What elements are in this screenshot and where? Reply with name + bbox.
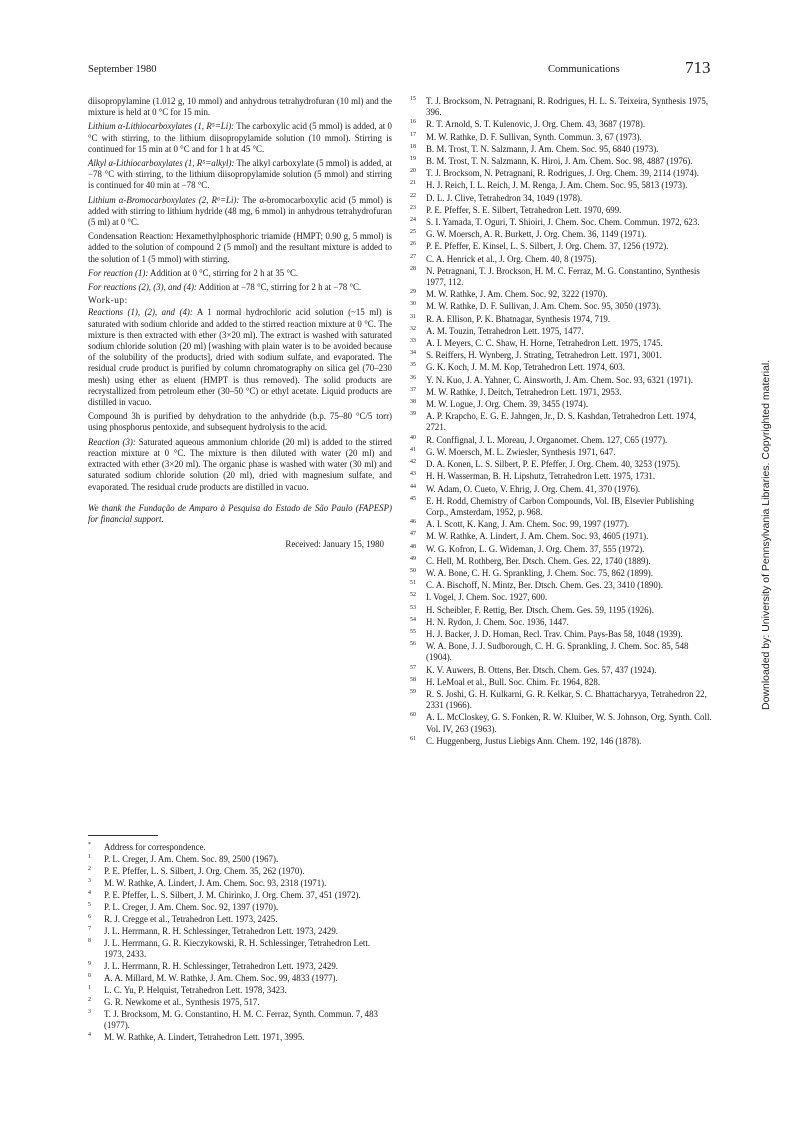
reference-list bbox=[410, 96, 712, 747]
reference-item bbox=[410, 411, 712, 433]
reference-item bbox=[88, 926, 392, 937]
reference-text: R. S. Joshi, G. H. Kulkarni, G. R. Kelkar, S. C. Bhattacharyya, Tetrahedron 22, 2331 (1966). bbox=[426, 688, 707, 711]
left-column bbox=[88, 96, 392, 550]
reference-item bbox=[410, 254, 712, 265]
paragraph-text: Compound 3h is purified by dehydration to the anhydride (b.p. 75–80 °C/5 torr) using phosphorus pentoxide, and subsequent hydrolysis to the acid. bbox=[88, 411, 392, 433]
reference-number: 36 bbox=[410, 374, 416, 381]
reference-text: M. W. Logue, J. Org. Chem. 39, 3455 (1974). bbox=[426, 399, 589, 410]
reference-text: A. M. Touzin, Tetrahedron Lett. 1975, 1477. bbox=[426, 325, 584, 336]
reference-text: K. V. Auwers, B. Ottens, Ber. Dtsch. Chem. Ges. 57, 437 (1924). bbox=[426, 664, 657, 675]
reference-item bbox=[410, 459, 712, 470]
reference-item bbox=[410, 350, 712, 361]
reference-number: 16 bbox=[410, 119, 416, 126]
paragraph bbox=[88, 437, 392, 493]
paragraph-text: The alkyl carboxylate (5 mmol) is added, at −78 °C with stirring, to the lithium diisopropylamide solution (5 mmol) and stirring is continued for 40 min at −78 °C. bbox=[88, 158, 392, 191]
footnotes-block bbox=[88, 835, 392, 1044]
reference-number: 21 bbox=[410, 180, 416, 187]
reference-text: D. A. Konen, L. S. Silbert, P. E. Pfeffer, J. Org. Chem. 40, 3253 (1975). bbox=[426, 459, 681, 470]
reference-item bbox=[410, 241, 712, 252]
reference-item bbox=[410, 519, 712, 530]
reference-item bbox=[410, 544, 712, 555]
experimental-paragraphs bbox=[88, 96, 392, 293]
reference-text: S. Reiffers, H. Wynberg, J. Strating, Tetrahedron Lett. 1971, 3001. bbox=[426, 350, 662, 361]
reference-text: R. A. Ellison, P. K. Bhatnagar, Synthesis 1974, 719. bbox=[426, 313, 611, 324]
reference-text: P. E. Pfeffer, E. Kinsel, L. S. Silbert, J. Org. Chem. 37, 1256 (1972). bbox=[426, 241, 669, 252]
reference-text: J. L. Herrmann, R. H. Schlessinger, Tetrahedron Lett. 1973, 2429. bbox=[104, 926, 338, 936]
reference-number: 54 bbox=[410, 616, 416, 623]
paragraph bbox=[88, 268, 392, 279]
reference-text: R. T. Arnold, S. T. Kulenovic, J. Org. Chem. 43, 3687 (1978). bbox=[426, 119, 646, 130]
reference-item bbox=[410, 289, 712, 300]
reference-text: C. A. Henrick et al., J. Org. Chem. 40, 8 (1975). bbox=[426, 253, 597, 264]
reference-number: 44 bbox=[410, 483, 416, 490]
reference-number: 57 bbox=[410, 664, 416, 671]
running-header-date: September 1980 bbox=[88, 64, 157, 75]
reference-text: E. H. Rodd, Chemistry of Carbon Compounds, Vol. IB, Elsevier Publishing Corp., Amsterdam, 1952, p. 968. bbox=[426, 495, 694, 517]
reference-item bbox=[410, 314, 712, 325]
reference-text: R. Conffignal, J. L. Moreau, J. Organomet. Chem. 127, C65 (1977). bbox=[426, 434, 668, 445]
reference-text: S. I. Yamada, T. Oguri, T. Shioiri, J. Chem. Soc. Chem. Commun. 1972, 623. bbox=[426, 217, 700, 228]
reference-item bbox=[410, 471, 712, 482]
reference-item bbox=[88, 890, 392, 901]
reference-item bbox=[410, 447, 712, 458]
reference-item bbox=[410, 180, 712, 191]
reference-number: 48 bbox=[410, 543, 416, 550]
reference-number: 55 bbox=[410, 628, 416, 635]
reference-number: 50 bbox=[410, 567, 416, 574]
reference-number: 22 bbox=[410, 192, 416, 199]
paragraph-text: Condensation Reaction: Hexamethylphosphoric triamide (HMPT; 0.90 g, 5 mmol) is added to the solution of compound 2 (5 mmol) and the resultant mixture is added to the solution of 1 (5 mmol) with stirring. bbox=[88, 231, 392, 264]
reference-item bbox=[88, 1009, 392, 1031]
paragraph-text: The carboxylic acid (5 mmol) is added, at 0 °C with stirring, to the lithium diisopropylamide solution (10 mmol). Stirring is continued for 15 min at 0 °C and for 1 h at 45 °C. bbox=[88, 121, 392, 154]
reference-item bbox=[410, 617, 712, 628]
reference-item bbox=[410, 387, 712, 398]
reference-number: 26 bbox=[410, 241, 416, 248]
reference-item bbox=[88, 973, 392, 984]
reference-item bbox=[410, 712, 712, 734]
reference-number: 46 bbox=[410, 519, 416, 526]
page-number: 713 bbox=[685, 58, 711, 77]
reference-item bbox=[88, 961, 392, 972]
paragraph-text: A 1 normal hydrochloric acid solution (~15 ml) is saturated with sodium chloride and added to the stirred reaction mixture at 0 °C. The mixture is then extracted with ether (3×20 ml). The extract is washed with saturated sodium chloride solution (20 ml) [washing with plain water is to be avoided because of the solubility of the products], dried with sodium sulfate, and evaporated. The residual crude product is purified by column chromatography on silica gel (70–230 mesh) using ether as eluent (HMPT is thus removed). The solid products are recrystallized from petroleum ether (30–50 °C) or ethyl acetate. Liquid products are distilled in vacuo. bbox=[88, 307, 393, 408]
reference-number: 2 bbox=[88, 866, 91, 872]
reference-item bbox=[410, 156, 712, 167]
reference-text: G. R. Newkome et al., Synthesis 1975, 517. bbox=[104, 997, 260, 1007]
paragraph-text: diisopropylamine (1.012 g, 10 mmol) and anhydrous tetrahydrofuran (10 ml) and the mixture is held at 0 °C for 15 min. bbox=[88, 96, 392, 118]
reference-text: H. H. Wasserman, B. H. Lipshutz, Tetrahedron Lett. 1975, 1731. bbox=[426, 471, 656, 482]
reference-number: 33 bbox=[410, 338, 416, 345]
reference-text: B. M. Trost, T. N. Salzmann, K. Hiroi, J. Am. Chem. Soc. 98, 4887 (1976). bbox=[426, 156, 693, 167]
reference-number: 20 bbox=[410, 168, 416, 175]
reference-item bbox=[410, 580, 712, 591]
reference-number: 52 bbox=[410, 592, 416, 599]
footnote-list bbox=[88, 842, 392, 1043]
reference-item bbox=[88, 1032, 392, 1043]
reference-number: 25 bbox=[410, 229, 416, 236]
reference-text: P. L. Creger, J. Am. Chem. Soc. 92, 1397 (1970). bbox=[104, 902, 279, 912]
paragraph-lead: Lithium α-Bromocarboxylates (2, R⁶=Li): bbox=[88, 194, 240, 205]
acknowledgement: We thank the Fundação de Amparo à Pesquisa do Estado de São Paulo (FAPESP) for financial support. bbox=[88, 502, 392, 524]
reference-number: 34 bbox=[410, 350, 416, 357]
reference-item bbox=[410, 326, 712, 337]
reference-number: 3 bbox=[88, 878, 91, 884]
reference-number: 61 bbox=[410, 735, 416, 742]
reference-number: 31 bbox=[410, 313, 416, 320]
paragraph-text: Addition at −78 °C, stirring for 2 h at −78 °C. bbox=[196, 282, 362, 293]
reference-text: A. I. Meyers, C. C. Shaw, H. Horne, Tetrahedron Lett. 1975, 1745. bbox=[426, 338, 663, 349]
workup-paragraphs bbox=[88, 307, 392, 492]
reference-text: M. W. Rathke, J. Deitch, Tetrahedron Lett. 1971, 2953. bbox=[426, 386, 622, 397]
reference-number: 7 bbox=[88, 926, 91, 932]
paragraph-lead: Reaction (3): bbox=[88, 436, 136, 447]
reference-item bbox=[410, 193, 712, 204]
reference-item bbox=[410, 375, 712, 386]
paragraph-text: Saturated aqueous ammonium chloride (20 ml) is added to the stirred reaction mixture at 0 °C. The mixture is then diluted with water (20 ml) and extracted with ether (3×20 ml). The organic phase is washed with water (30 ml) and saturated sodium chloride solution (20 ml), dried with magnesium sulfate, and evaporated. The residual crude products are distilled in vacuo. bbox=[88, 436, 392, 492]
reference-text: P. E. Pfeffer, L. S. Silbert, J. Org. Chem. 35, 262 (1970). bbox=[104, 866, 305, 876]
reference-item bbox=[410, 665, 712, 676]
reference-item bbox=[88, 854, 392, 865]
reference-item bbox=[410, 205, 712, 216]
reference-item bbox=[410, 217, 712, 228]
workup-heading: Work-up: bbox=[88, 296, 128, 307]
reference-number: 28 bbox=[410, 265, 416, 272]
reference-text: T. J. Brocksom, M. G. Constantino, H. M. C. Ferraz, Synth. Commun. 7, 483 (1977). bbox=[104, 1009, 378, 1030]
paragraph bbox=[88, 282, 392, 293]
reference-item bbox=[410, 266, 712, 288]
reference-number: 32 bbox=[410, 325, 416, 332]
paragraph-text: The α-bromocarboxylic acid (5 mmol) is added with stirring to lithium hydride (48 mg, 6 mmol) in anhydrous tetrahydrofuran (5 ml) at 0 °C. bbox=[88, 194, 392, 228]
reference-number: 60 bbox=[410, 712, 416, 719]
reference-number: 42 bbox=[410, 459, 416, 466]
reference-text: J. L. Herrmann, R. H. Schlessinger, Tetrahedron Lett. 1973, 2429. bbox=[104, 961, 338, 971]
paragraph bbox=[88, 307, 392, 408]
reference-text: A. P. Krapcho, E. G. E. Jahngen, Jr., D. S. Kashdan, Tetrahedron Lett. 1974, 2721. bbox=[426, 411, 697, 433]
reference-text: H. LeMoal et al., Bull. Soc. Chim. Fr. 1964, 828. bbox=[426, 676, 601, 687]
reference-number: 1 bbox=[88, 985, 91, 991]
reference-number: 39 bbox=[410, 411, 416, 418]
reference-text: M. W. Rathke, A. Lindert, Tetrahedron Lett. 1971, 3995. bbox=[104, 1032, 305, 1042]
reference-text: H. Scheibler, F. Rettig, Ber. Dtsch. Chem. Ges. 59, 1195 (1926). bbox=[426, 604, 654, 615]
reference-item bbox=[410, 736, 712, 747]
reference-item bbox=[410, 144, 712, 155]
reference-number: 29 bbox=[410, 289, 416, 296]
reference-text: N. Petragnani, T. J. Brockson, H. M. C. Ferraz, M. G. Constantino, Synthesis 1977, 112. bbox=[426, 265, 700, 288]
reference-text: Y. N. Kuo, J. A. Yahner, C. Ainsworth, J. Am. Chem. Soc. 93, 6321 (1971). bbox=[426, 374, 693, 385]
reference-text: H. J. Backer, J. D. Homan, Recl. Trav. Chim. Pays-Bas 58, 1048 (1939). bbox=[426, 628, 683, 639]
reference-number: 23 bbox=[410, 204, 416, 211]
reference-number: 9 bbox=[88, 961, 91, 967]
reference-number: 49 bbox=[410, 555, 416, 562]
reference-number: 35 bbox=[410, 362, 416, 369]
reference-text: P. E. Pfeffer, L. S. Silbert, J. M. Chirinko, J. Org. Chem. 37, 451 (1972). bbox=[104, 890, 361, 900]
reference-number: 15 bbox=[410, 96, 416, 102]
reference-text: G. W. Moersch, M. L. Zwiesler, Synthesis 1971, 647. bbox=[426, 446, 616, 457]
reference-number: 56 bbox=[410, 641, 416, 648]
reference-text: W. Adam, O. Cueto, V. Ehrig, J. Org. Chem. 41, 370 (1976). bbox=[426, 483, 641, 494]
reference-text: H. N. Rydon, J. Chem. Soc. 1936, 1447. bbox=[426, 616, 569, 627]
reference-number: 3 bbox=[88, 1009, 91, 1015]
reference-number: 4 bbox=[88, 1032, 91, 1038]
reference-text: R. J. Cregge et al., Tetrahedron Lett. 1973, 2425. bbox=[104, 914, 278, 924]
reference-item bbox=[410, 119, 712, 130]
reference-item bbox=[410, 132, 712, 143]
reference-item bbox=[410, 338, 712, 349]
reference-number: 30 bbox=[410, 301, 416, 308]
reference-text: M. W. Rathke, A. Lindert, J. Am. Chem. Soc. 93, 2318 (1971). bbox=[104, 878, 327, 888]
reference-item bbox=[410, 435, 712, 446]
reference-text: M. W. Rathke, D. F. Sullivan, J. Am. Chem. Soc. 95, 3050 (1973). bbox=[426, 301, 661, 312]
reference-text: C. Hell, M. Rothberg, Ber. Dtsch. Chem. Ges. 22, 1740 (1889). bbox=[426, 555, 651, 566]
reference-text: C. A. Bischoff, N. Mintz, Ber. Dtsch. Chem. Ges. 23, 3410 (1890). bbox=[426, 580, 663, 591]
reference-item bbox=[410, 362, 712, 373]
reference-item bbox=[88, 842, 392, 853]
reference-text: Address for correspondence. bbox=[104, 842, 206, 852]
reference-number: 59 bbox=[410, 688, 416, 695]
reference-number: 38 bbox=[410, 399, 416, 406]
reference-item bbox=[88, 866, 392, 877]
reference-text: L. C. Yu, P. Helquist, Tetrahedron Lett. 1978, 3423. bbox=[104, 985, 287, 995]
reference-number: 51 bbox=[410, 580, 416, 587]
reference-number: 18 bbox=[410, 143, 416, 150]
reference-item bbox=[88, 985, 392, 996]
reference-text: A. L. McCloskey, G. S. Fonken, R. W. Kluiber, W. S. Johnson, Org. Synth. Coll. Vol. IV, 263 (1963). bbox=[426, 712, 712, 734]
reference-number: 43 bbox=[410, 471, 416, 478]
paragraph bbox=[88, 231, 392, 265]
reference-number: 0 bbox=[88, 973, 91, 979]
reference-item bbox=[410, 568, 712, 579]
reference-number: 1 bbox=[88, 854, 91, 860]
reference-item bbox=[410, 301, 712, 312]
reference-number: 6 bbox=[88, 914, 91, 920]
paragraph bbox=[88, 121, 392, 155]
reference-item bbox=[410, 592, 712, 603]
reference-text: A. A. Millard, M. W. Rathke, J. Am. Chem. Soc. 99, 4833 (1977). bbox=[104, 973, 338, 983]
paragraph-lead: Lithium α-Lithiocarboxylates (1, R⁵=Li): bbox=[88, 121, 235, 132]
reference-item bbox=[410, 168, 712, 179]
reference-number: 45 bbox=[410, 495, 416, 502]
reference-number: 53 bbox=[410, 604, 416, 611]
reference-item bbox=[410, 496, 712, 518]
reference-item bbox=[410, 605, 712, 616]
reference-text: G. W. Moersch, A. R. Burkett, J. Org. Chem. 36, 1149 (1971). bbox=[426, 229, 647, 240]
paragraph-lead: For reaction (1): bbox=[88, 267, 149, 278]
reference-text: P. E. Pfeffer, S. E. Silbert, Tetrahedron Lett. 1970, 699. bbox=[426, 204, 622, 215]
paragraph-lead: Reactions (1), (2), and (4): bbox=[88, 307, 193, 318]
reference-item bbox=[410, 96, 712, 118]
reference-item bbox=[410, 677, 712, 688]
reference-item bbox=[410, 399, 712, 410]
paragraph-text: Addition at 0 °C, stirring for 2 h at 35 °C. bbox=[148, 267, 299, 278]
reference-number: 47 bbox=[410, 531, 416, 538]
reference-item bbox=[410, 689, 712, 711]
reference-text: T. J. Brocksom, N. Petragnani, R. Rodrigues, H. L. S. Teixeira, Synthesis 1975, 396. bbox=[426, 96, 709, 118]
reference-item bbox=[410, 484, 712, 495]
reference-text: A. I. Scott, K. Kang, J. Am. Chem. Soc. 99, 1997 (1977). bbox=[426, 519, 630, 530]
reference-number: 24 bbox=[410, 217, 416, 224]
paragraph bbox=[88, 96, 392, 118]
reference-text: G. K. Koch, J. M. M. Kop, Tetrahedron Lett. 1974, 603. bbox=[426, 362, 625, 373]
reference-item bbox=[88, 938, 392, 960]
reference-number: 4 bbox=[88, 890, 91, 896]
reference-number: 2 bbox=[88, 997, 91, 1003]
received-date: Received: January 15, 1980 bbox=[285, 539, 384, 550]
reference-text: W. A. Bone, J. J. Sudborough, C. H. G. Sprankling, J. Chem. Soc. 85, 548 (1904). bbox=[426, 641, 689, 663]
right-column bbox=[410, 96, 712, 748]
reference-item bbox=[88, 914, 392, 925]
reference-number: 41 bbox=[410, 446, 416, 453]
footnote-divider bbox=[88, 835, 158, 836]
reference-item bbox=[410, 229, 712, 240]
reference-number: * bbox=[88, 842, 91, 848]
reference-text: D. L. J. Clive, Tetrahedron 34, 1049 (1978). bbox=[426, 192, 583, 203]
reference-text: H. J. Reich, I. L. Reich, J. M. Renga, J. Am. Chem. Soc. 95, 5813 (1973). bbox=[426, 180, 688, 191]
reference-text: P. L. Creger, J. Am. Chem. Soc. 89, 2500 (1967). bbox=[104, 854, 279, 864]
reference-number: 19 bbox=[410, 156, 416, 163]
paragraph bbox=[88, 411, 392, 433]
reference-number: 40 bbox=[410, 434, 416, 441]
paragraph bbox=[88, 158, 392, 192]
reference-item bbox=[88, 997, 392, 1008]
reference-item bbox=[410, 556, 712, 567]
reference-number: 5 bbox=[88, 902, 91, 908]
reference-text: I. Vogel, J. Chem. Soc. 1927, 600. bbox=[426, 592, 548, 603]
reference-number: 8 bbox=[88, 938, 91, 944]
reference-text: C. Huggenberg, Justus Liebigs Ann. Chem. 192, 146 (1878). bbox=[426, 735, 642, 746]
reference-item bbox=[88, 878, 392, 889]
reference-text: J. L. Herrmann, G. R. Kieczykowski, R. H. Schlessinger, Tetrahedron Lett. 1973, 2433. bbox=[104, 938, 371, 959]
reference-text: W. A. Bone, C. H. G. Sprankling, J. Chem. Soc. 75, 862 (1899). bbox=[426, 567, 653, 578]
reference-text: M. W. Rathke, A. Lindert, J. Am. Chem. Soc. 93, 4605 (1971). bbox=[426, 531, 649, 542]
reference-item bbox=[88, 902, 392, 913]
reference-text: T. J. Brocksom, N. Petragnani, R. Rodrigues, J. Org. Chem. 39, 2114 (1974). bbox=[426, 168, 699, 179]
reference-number: 37 bbox=[410, 386, 416, 393]
reference-number: 17 bbox=[410, 131, 416, 138]
reference-text: B. M. Trost, T. N. Salzmann, J. Am. Chem. Soc. 95, 6840 (1973). bbox=[426, 143, 659, 154]
reference-item bbox=[410, 641, 712, 663]
reference-item bbox=[410, 531, 712, 542]
reference-number: 27 bbox=[410, 253, 416, 260]
download-watermark: Downloaded by: University of Pennsylvania Libraries. Copyrighted material. bbox=[760, 359, 772, 710]
reference-text: M. W. Rathke, D. F. Sullivan, Synth. Commun. 3, 67 (1973). bbox=[426, 131, 642, 142]
paragraph bbox=[88, 195, 392, 229]
running-header-section: Communications bbox=[548, 64, 620, 75]
paragraph-lead: For reactions (2), (3), and (4): bbox=[88, 282, 197, 293]
reference-number: 58 bbox=[410, 676, 416, 683]
reference-text: W. G. Kofron, L. G. Wideman, J. Org. Chem. 37, 555 (1972). bbox=[426, 543, 645, 554]
paragraph-lead: Alkyl α-Lithiocarboxylates (1, R⁵=alkyl): bbox=[88, 158, 235, 169]
reference-text: M. W. Rathke, J. Am. Chem. Soc. 92, 3222 (1970). bbox=[426, 289, 608, 300]
reference-item bbox=[410, 629, 712, 640]
